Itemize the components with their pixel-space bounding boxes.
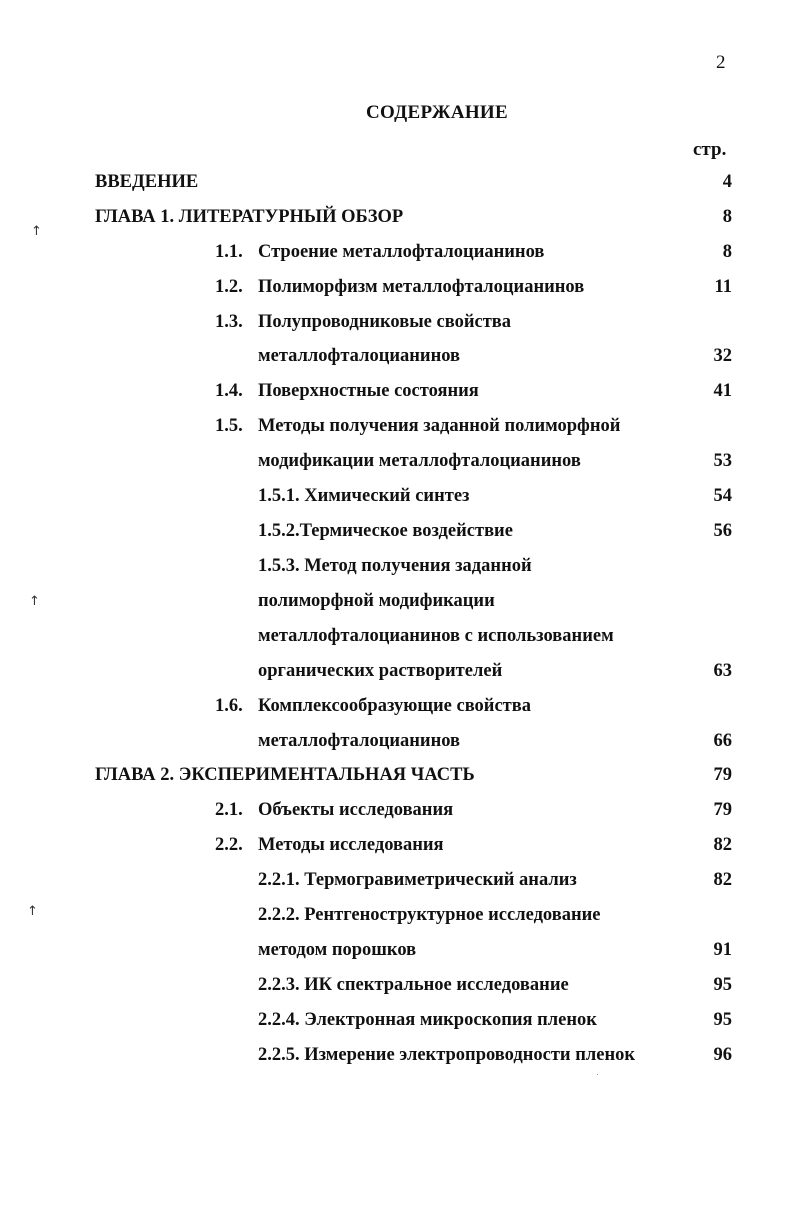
page-title: СОДЕРЖАНИЕ bbox=[366, 102, 508, 123]
toc-entry bbox=[0, 940, 797, 964]
toc-entry-text: методом порошков bbox=[258, 940, 417, 960]
toc-entry-text: модификации металлофталоцианинов bbox=[258, 451, 581, 471]
toc-entry bbox=[0, 207, 797, 231]
toc-entry-text: 1.5.1. Химический синтез bbox=[258, 486, 470, 506]
toc-entry bbox=[0, 1045, 797, 1069]
toc-entry-text: металлофталоцианинов bbox=[258, 346, 461, 366]
scan-mark: ↑ bbox=[27, 904, 38, 919]
toc-entry-text: 2.2.5. Измерение электропроводности пленок bbox=[258, 1045, 636, 1065]
toc-entry-number: 1.4. bbox=[215, 381, 243, 401]
toc-entry bbox=[0, 591, 797, 615]
toc-entry-text: ГЛАВА 1. ЛИТЕРАТУРНЫЙ ОБЗОР bbox=[95, 207, 404, 227]
toc-entry-page: 79 bbox=[713, 800, 732, 820]
toc-entry-page: 54 bbox=[713, 486, 732, 506]
toc-entry-number: 2.2. bbox=[215, 835, 243, 855]
toc-entry-page: 8 bbox=[722, 242, 732, 262]
toc-entry-text: ГЛАВА 2. ЭКСПЕРИМЕНТАЛЬНАЯ ЧАСТЬ bbox=[95, 765, 475, 785]
scan-mark: ↑ bbox=[31, 224, 42, 239]
scan-speck bbox=[597, 1074, 598, 1075]
toc-entry-number: 1.5. bbox=[215, 416, 243, 436]
toc-entry-number: 1.3. bbox=[215, 312, 243, 332]
toc-entry bbox=[0, 696, 797, 720]
toc-entry bbox=[0, 800, 797, 824]
toc-entry-text: 2.2.2. Рентгеноструктурное исследование bbox=[258, 905, 601, 925]
toc-entry-text: Методы получения заданной полиморфной bbox=[258, 416, 621, 436]
toc-entry-text: Методы исследования bbox=[258, 835, 444, 855]
toc-entry-number: 2.1. bbox=[215, 800, 243, 820]
toc-entry bbox=[0, 905, 797, 929]
toc-entry-text: Комплексообразующие свойства bbox=[258, 696, 532, 716]
toc-entry-page: 95 bbox=[713, 1010, 732, 1030]
toc-entry-page: 8 bbox=[722, 207, 732, 227]
page-number: 2 bbox=[716, 52, 726, 73]
toc-entry-page: 56 bbox=[713, 521, 732, 541]
toc-entry bbox=[0, 486, 797, 510]
toc-entry-text: полиморфной модификации bbox=[258, 591, 495, 611]
toc-entry-page: 66 bbox=[713, 731, 732, 751]
toc-entry bbox=[0, 835, 797, 859]
toc-entry-text: 2.2.3. ИК спектральное исследование bbox=[258, 975, 569, 995]
toc-entry bbox=[0, 521, 797, 545]
toc-entry bbox=[0, 556, 797, 580]
toc-entry bbox=[0, 172, 797, 196]
toc-entry bbox=[0, 242, 797, 266]
toc-entry-text: 2.2.1. Термогравиметрический анализ bbox=[258, 870, 577, 890]
toc-entry-text: Строение металлофталоцианинов bbox=[258, 242, 545, 262]
toc-entry-number: 1.6. bbox=[215, 696, 243, 716]
toc-entry-page: 79 bbox=[713, 765, 732, 785]
toc-entry bbox=[0, 451, 797, 475]
toc-entry bbox=[0, 1010, 797, 1034]
scan-mark: ↑ bbox=[29, 594, 40, 609]
toc-entry-text: ВВЕДЕНИЕ bbox=[95, 172, 199, 192]
toc-entry bbox=[0, 731, 797, 755]
toc-entry bbox=[0, 312, 797, 336]
toc-entry bbox=[0, 277, 797, 301]
toc-entry-text: органических растворителей bbox=[258, 661, 503, 681]
toc-entry-page: 63 bbox=[713, 661, 732, 681]
toc-entry-text: Поверхностные состояния bbox=[258, 381, 479, 401]
toc-entry-number: 1.1. bbox=[215, 242, 243, 262]
toc-entry-text: 2.2.4. Электронная микроскопия пленок bbox=[258, 1010, 597, 1030]
toc-entry-page: 53 bbox=[713, 451, 732, 471]
toc-entry bbox=[0, 661, 797, 685]
toc-entry-page: 82 bbox=[713, 870, 732, 890]
toc-entry-text: 1.5.3. Метод получения заданной bbox=[258, 556, 532, 576]
toc-entry-text: Полиморфизм металлофталоцианинов bbox=[258, 277, 585, 297]
toc-entry bbox=[0, 975, 797, 999]
toc-entry bbox=[0, 626, 797, 650]
toc-entry bbox=[0, 416, 797, 440]
toc-entry-page: 96 bbox=[713, 1045, 732, 1065]
toc-entry-page: 11 bbox=[714, 277, 732, 297]
toc-entry-page: 91 bbox=[713, 940, 732, 960]
toc-entry bbox=[0, 381, 797, 405]
toc-entry-page: 95 bbox=[713, 975, 732, 995]
toc-entry-text: 1.5.2.Термическое воздействие bbox=[258, 521, 513, 541]
toc-entry-text: металлофталоцианинов с использованием bbox=[258, 626, 614, 646]
toc-entry-page: 32 bbox=[713, 346, 732, 366]
toc-entry-page: 41 bbox=[713, 381, 732, 401]
toc-entry-page: 82 bbox=[713, 835, 732, 855]
toc-entry-number: 1.2. bbox=[215, 277, 243, 297]
toc-entry-page: 4 bbox=[722, 172, 732, 192]
toc-entry bbox=[0, 765, 797, 789]
toc-entry-text: металлофталоцианинов bbox=[258, 731, 461, 751]
toc-entry-text: Полупроводниковые свойства bbox=[258, 312, 512, 332]
page-column-header: стр. bbox=[693, 139, 727, 160]
toc-entry-text: Объекты исследования bbox=[258, 800, 454, 820]
toc-entry bbox=[0, 346, 797, 370]
toc-entry bbox=[0, 870, 797, 894]
